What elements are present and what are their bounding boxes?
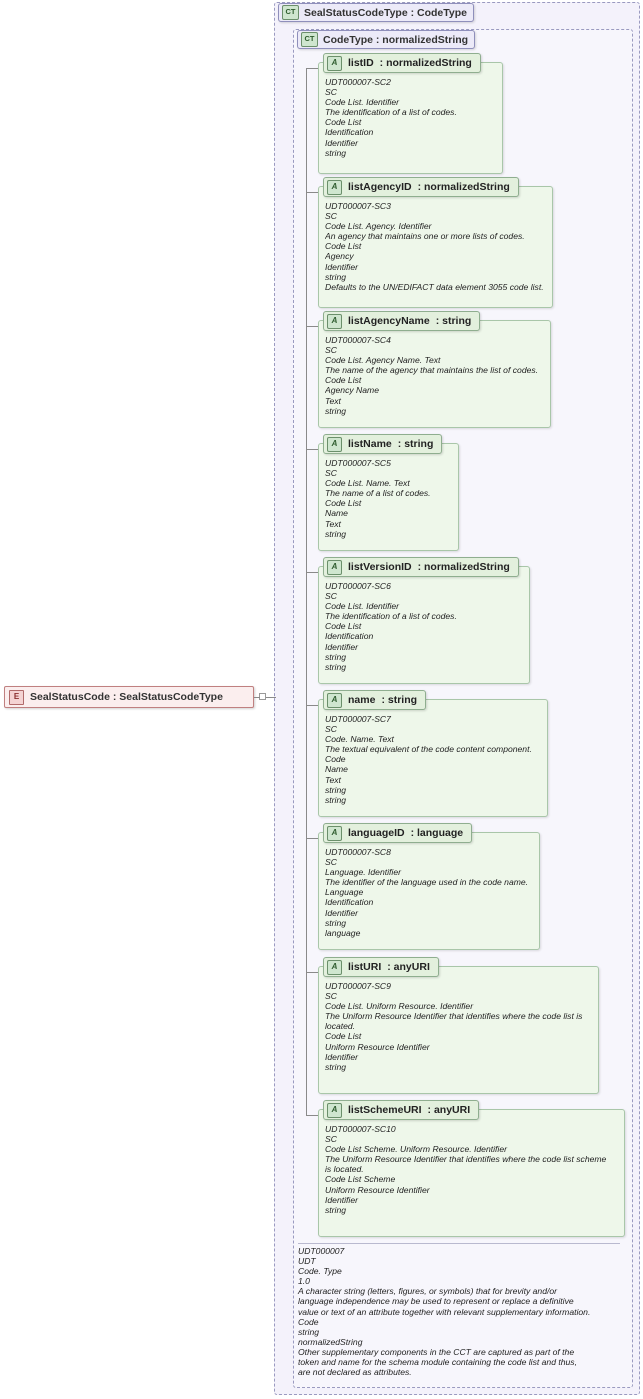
attribute-name: listAgencyName (348, 315, 430, 327)
attribute-doc (325, 201, 548, 292)
doc-line: UDT000007-SC2 (325, 77, 391, 87)
attribute-type: : string (397, 438, 434, 450)
attribute-header-listURI[interactable] (323, 957, 439, 977)
doc-line: Agency Name (325, 385, 379, 396)
doc-line: UDT000007-SC7 (325, 714, 391, 724)
attribute-name: listName (348, 438, 392, 450)
attribute-block-listSchemeURI (318, 1104, 625, 1237)
doc-line: UDT000007-SC6 (325, 581, 391, 591)
attribute-header-listAgencyID[interactable] (323, 177, 519, 197)
doc-line: SC (325, 468, 337, 479)
attribute-doc (325, 847, 535, 938)
attribute-block-listVersionID (318, 561, 530, 684)
doc-line: Code List (325, 375, 362, 386)
element-sealstatuscode[interactable] (4, 686, 254, 708)
doc-line: string (325, 651, 347, 662)
connector (306, 572, 318, 573)
doc-line: Agency (325, 251, 354, 262)
element-icon: E (9, 690, 24, 705)
attribute-icon: A (327, 693, 342, 708)
attribute-header-listName[interactable] (323, 434, 442, 454)
doc-line: Code List (325, 498, 362, 509)
attribute-header-languageID[interactable] (323, 823, 472, 843)
doc-line: language independence may be used to represent or replace a definitive (298, 1296, 574, 1307)
doc-line: SC (325, 724, 337, 735)
connector (306, 192, 318, 193)
attribute-type: : string (381, 694, 418, 706)
attribute-name: listURI (348, 961, 382, 973)
doc-line: Name (325, 508, 348, 519)
attribute-name: listVersionID (348, 561, 412, 573)
attribute-doc (325, 981, 594, 1072)
complextype-title: CodeType : normalizedString (323, 33, 469, 46)
doc-line: Name (325, 764, 348, 775)
connector (306, 972, 318, 973)
doc-line: The name of the agency that maintains the list of codes. (325, 365, 539, 376)
doc-line: Code List (325, 117, 362, 128)
doc-line: SC (325, 211, 337, 222)
doc-line: Defaults to the UN/EDIFACT data element 3055 code list. (325, 281, 544, 292)
attribute-header-name[interactable] (323, 690, 426, 710)
doc-line: string (325, 405, 347, 416)
attribute-block-listURI (318, 961, 599, 1094)
attribute-type: : normalizedString (379, 57, 472, 69)
doc-line: SC (325, 991, 337, 1002)
attribute-icon: A (327, 437, 342, 452)
doc-line: Identifier (325, 1051, 358, 1062)
doc-line: Code (298, 1316, 319, 1327)
attribute-block-listAgencyName (318, 315, 551, 428)
doc-line: The name of a list of codes. (325, 488, 431, 499)
doc-line: string (325, 661, 347, 672)
doc-line: UDT000007-SC10 (325, 1124, 396, 1134)
attribute-name: listID (348, 57, 374, 69)
complextype-header-sealstatuscodetype[interactable] (278, 3, 474, 22)
doc-line: Text (325, 395, 341, 406)
doc-line: SC (325, 345, 337, 356)
attribute-icon: A (327, 180, 342, 195)
doc-line: UDT (298, 1256, 316, 1267)
attribute-block-languageID (318, 827, 540, 950)
connector (306, 1115, 318, 1116)
doc-line: string (325, 1204, 347, 1215)
doc-line: The identification of a list of codes. (325, 611, 457, 622)
attribute-doc (325, 714, 543, 805)
doc-line: Code List. Agency Name. Text (325, 355, 441, 366)
doc-line: string (325, 528, 347, 539)
doc-line: Identifier (325, 137, 358, 148)
doc-line: Code List. Identifier (325, 601, 400, 612)
doc-line: The identification of a list of codes. (325, 107, 457, 118)
attribute-block-name (318, 694, 548, 817)
doc-line: Code List Scheme (325, 1174, 396, 1185)
complextype-icon: CT (301, 32, 318, 47)
attribute-block-listAgencyID (318, 181, 553, 308)
doc-line: Language (325, 887, 364, 898)
connector (306, 705, 318, 706)
attribute-icon: A (327, 1103, 342, 1118)
doc-line: Code List (325, 1031, 362, 1042)
doc-line: SC (325, 1134, 337, 1145)
doc-line: UDT000007-SC4 (325, 335, 391, 345)
doc-line: Text (325, 774, 341, 785)
attribute-doc (325, 581, 525, 672)
attribute-type: : string (435, 315, 472, 327)
attribute-name: name (348, 694, 376, 706)
doc-line: Language. Identifier (325, 867, 401, 878)
connector (254, 697, 260, 698)
connector (306, 838, 318, 839)
doc-line: Code. Name. Text (325, 734, 394, 745)
attribute-icon: A (327, 560, 342, 575)
attribute-icon: A (327, 56, 342, 71)
attribute-name: listSchemeURI (348, 1104, 422, 1116)
doc-line: UDT000007 (298, 1246, 345, 1256)
attribute-type: : language (410, 827, 464, 839)
doc-line: Code List. Identifier (325, 97, 400, 108)
doc-line: Identification (325, 127, 374, 138)
doc-line: 1.0 (298, 1276, 310, 1287)
attribute-doc (325, 77, 498, 158)
doc-line: is located. (325, 1164, 364, 1175)
doc-line: UDT000007-SC8 (325, 847, 391, 857)
connector-spine (306, 68, 307, 1116)
attribute-header-listID[interactable] (323, 53, 481, 73)
doc-line: Code List. Uniform Resource. Identifier (325, 1001, 474, 1012)
doc-line: Identification (325, 897, 374, 908)
doc-line: SC (325, 591, 337, 602)
doc-line: Other supplementary components in the CCT are captured as part of the (298, 1346, 575, 1357)
doc-line: The identifier of the language used in the code name. (325, 877, 529, 888)
attribute-name: listAgencyID (348, 181, 412, 193)
attribute-doc (325, 458, 454, 539)
attribute-block-listName (318, 438, 459, 551)
doc-line: Identifier (325, 261, 358, 272)
attribute-doc (325, 1124, 620, 1215)
doc-line: Identifier (325, 641, 358, 652)
attribute-type: : anyURI (427, 1104, 471, 1116)
doc-line: A character string (letters, figures, or symbols) that for brevity and/or (298, 1286, 558, 1297)
attribute-name: languageID (348, 827, 405, 839)
codetype-documentation (298, 1246, 620, 1377)
connector (306, 449, 318, 450)
doc-line: Code List. Name. Text (325, 478, 410, 489)
expand-stub[interactable] (259, 693, 266, 700)
doc-line: Identification (325, 631, 374, 642)
doc-line: located. (325, 1021, 356, 1032)
doc-line: The textual equivalent of the code content component. (325, 744, 532, 755)
attribute-icon: A (327, 826, 342, 841)
connector (306, 326, 318, 327)
doc-line: string (325, 271, 347, 282)
doc-line: language (325, 927, 361, 938)
doc-line: Text (325, 518, 341, 529)
doc-line: The Uniform Resource Identifier that identifies where the code list scheme (325, 1154, 607, 1165)
doc-line: Code List (325, 621, 362, 632)
doc-line: UDT000007-SC9 (325, 981, 391, 991)
doc-line: Code List Scheme. Uniform Resource. Identifier (325, 1144, 507, 1155)
doc-line: are not declared as attributes. (298, 1367, 412, 1378)
attribute-block-listID (318, 57, 503, 174)
element-label: SealStatusCode : SealStatusCodeType (30, 691, 223, 703)
doc-line: string (325, 784, 347, 795)
doc-line: Code List. Agency. Identifier (325, 221, 432, 232)
attribute-header-listAgencyName[interactable] (323, 311, 480, 331)
doc-line: string (298, 1326, 320, 1337)
documentation-divider (298, 1243, 620, 1244)
doc-line: string (325, 1061, 347, 1072)
attribute-icon: A (327, 314, 342, 329)
doc-line: An agency that maintains one or more lists of codes. (325, 231, 525, 242)
doc-line: string (325, 147, 347, 158)
complextype-header-codetype[interactable] (297, 30, 475, 49)
complextype-icon: CT (282, 5, 299, 20)
doc-line: string (325, 917, 347, 928)
doc-line: SC (325, 87, 337, 98)
attribute-doc (325, 335, 546, 416)
doc-line: Identifier (325, 907, 358, 918)
doc-line: Code List (325, 241, 362, 252)
attribute-header-listSchemeURI[interactable] (323, 1100, 479, 1120)
doc-line: token and name for the schema module containing the code list and thus, (298, 1357, 577, 1368)
doc-line: value or text of an attribute together with relevant supplementary information. (298, 1306, 591, 1317)
doc-line: Code (325, 754, 346, 765)
attribute-type: : normalizedString (417, 561, 510, 573)
attribute-icon: A (327, 960, 342, 975)
attribute-type: : anyURI (387, 961, 430, 973)
doc-line: The Uniform Resource Identifier that identifies where the code list is (325, 1011, 583, 1022)
doc-line: UDT000007-SC3 (325, 201, 391, 211)
attribute-header-listVersionID[interactable] (323, 557, 519, 577)
doc-line: SC (325, 857, 337, 868)
attribute-type: : normalizedString (417, 181, 510, 193)
complextype-title: SealStatusCodeType : CodeType (304, 6, 467, 19)
connector (266, 697, 276, 698)
doc-line: Uniform Resource Identifier (325, 1184, 430, 1195)
doc-line: Uniform Resource Identifier (325, 1041, 430, 1052)
doc-line: Identifier (325, 1194, 358, 1205)
doc-line: Code. Type (298, 1266, 342, 1277)
doc-line: UDT000007-SC5 (325, 458, 391, 468)
doc-line: string (325, 794, 347, 805)
connector (306, 68, 318, 69)
doc-line: normalizedString (298, 1336, 363, 1347)
